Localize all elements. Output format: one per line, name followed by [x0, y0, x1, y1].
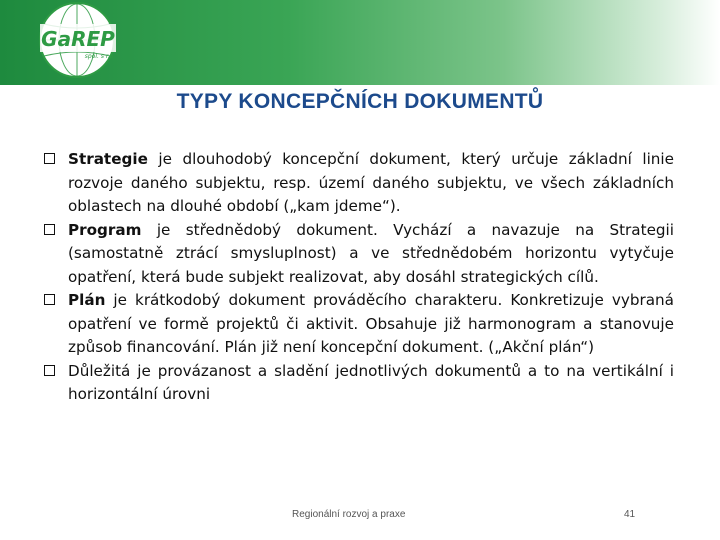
item-text: je krátkodobý dokument prováděcího charakteru. Konkretizuje vybraná opatření ve formě projektů či aktivit. Obsahuje již harmonogram a stanovuje způsob financování. Plán již není koncepční dokument. („Akční plán“)	[68, 291, 674, 356]
item-text: je dlouhodobý koncepční dokument, který určuje základní linie rozvoje daného subjektu, resp. území daného subjektu, ve všech základních oblastech na dlouhé období („kam jdeme“).	[68, 150, 674, 215]
list-item-strategie	[44, 148, 674, 219]
list-item-plan	[44, 289, 674, 360]
term: Plán	[68, 291, 106, 309]
page-number: 41	[624, 509, 636, 520]
company-logo	[22, 0, 132, 82]
list-item-provazanost	[44, 360, 674, 407]
item-text: Důležitá je provázanost a sladění jednotlivých dokumentů a to na vertikální i horizontální úrovni	[68, 361, 674, 403]
checkbox-bullet-icon	[44, 294, 55, 305]
checkbox-bullet-icon	[44, 365, 55, 376]
item-text: je střednědobý dokument. Vychází a navazuje na Strategii (samostatně ztrácí smysluplnost) a ve střednědobém horizontu vytyčuje opatření, která bude subjekt realizovat, aby dosáhl strategických cílů.	[68, 220, 674, 286]
svg-text:spol. s r.o.: spol. s r.o.	[84, 53, 116, 60]
list-item-program	[44, 219, 674, 290]
checkbox-bullet-icon	[44, 153, 55, 164]
slide-title: TYPY KONCEPČNÍCH DOKUMENTŮ	[176, 90, 544, 113]
checkbox-bullet-icon	[44, 224, 55, 235]
term: Program	[68, 220, 142, 239]
bullet-list	[44, 148, 674, 407]
term: Strategie	[68, 150, 148, 168]
svg-text:GaREP: GaREP	[41, 27, 115, 51]
footer-text: Regionální rozvoj a praxe	[292, 509, 406, 520]
